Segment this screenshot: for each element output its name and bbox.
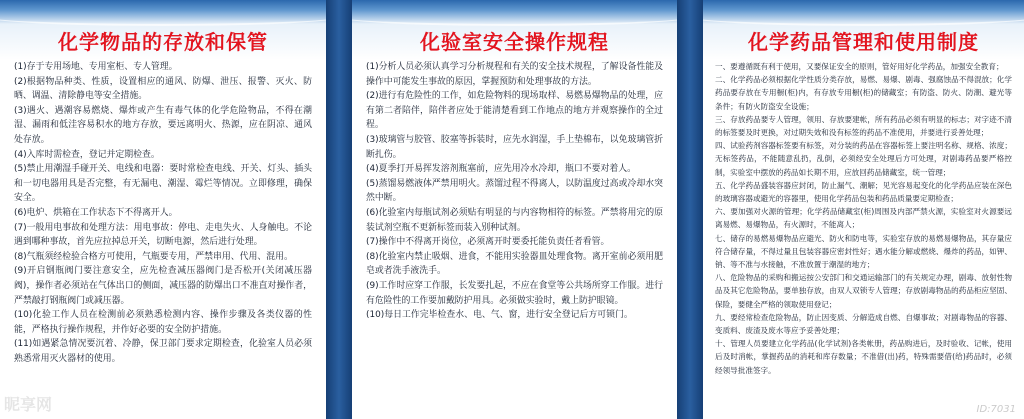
rule-item: 十、管理人员要建立化学药品(化学试剂)各类帐册，药品购进后，及时验收、记帐，使用后及时消帐，掌握药品的消耗和库存数量；不准借(出)药，特殊需要借(给)药品时，必须经领导批准签字。 (715, 339, 1012, 375)
rule-item: 九、要经常检查危险物品，防止因变质、分解造成自燃、自爆事故；对剧毒物品的容器、变质料、废渣及废水等应予妥善处理； (715, 312, 1012, 336)
rule-item: (2)根据物品种类、性质，设置相应的通风、防爆、泄压、报警、灭火、防晒、调温、清除静电等安全措施。 (14, 76, 312, 102)
rule-item: (1)存于专用场地、专用室柜、专人管理。 (14, 62, 178, 72)
rule-item: 四、试验药剂容器标签要有标签，对分装的药品在容器标签上要注明名称、规格、浓度；无标签药品，不能随意乱扔，乱倒，必须经安全处理后方可处理，对剧毒药品要严格控制，实验室中摆放的药品如长期不用，应放回药品储藏室，统一管理； (715, 141, 1012, 177)
panel-body (703, 60, 1024, 377)
panel-chemical-storage (0, 0, 326, 419)
rule-item: (10)化验工作人员在检测前必须熟悉检测内容、操作步骤及各类仪器的性能，严格执行操作规程，并作好必要的安全防护措施。 (14, 310, 312, 335)
watermark-id: ID:7031 (976, 404, 1016, 415)
rule-item: 七、储存的易燃易爆物品应避光、防火和防电等，实验室存放的易燃易爆物品，其存量应符合储存量，不得过量且包装容器应密封性好；遇水能分解或燃烧、爆炸的药品，如钾、钠、等不准与水接触，不准放置于潮湿的地方； (715, 233, 1012, 270)
rule-item: (2)进行有危险性的工作，如危险物料的现场取样、易燃易爆物品的处理，应有第二者陪伴，陪伴者应处于能清楚看到工作地点的地方并观察操作的全过程。 (366, 91, 663, 131)
rule-item: (11)如遇紧急情况要沉着、冷静，保卫部门要求定期检查，化验室人员必须熟悉常用灭火器材的使用。 (14, 339, 312, 364)
panel-title: 化验室安全操作规程 (420, 30, 609, 54)
panel-lab-safety (352, 0, 677, 419)
rule-item: 六、要加强对火源的管理；化学药品储藏室(柜)周围及内部严禁火源，实验室对火源要远离易燃、易爆物品，有火源时，不能离人； (715, 207, 1012, 230)
rule-item: (6)电炉、烘箱在工作状态下不得离开人。 (14, 207, 178, 218)
rule-item: (8)化验室内禁止吸烟、进食，不能用实验器皿处理食物。离开室前必须用肥皂或者洗手液洗手。 (366, 251, 663, 277)
rule-item: (8)气瓶须经检验合格方可使用，气瓶要专用，严禁串用、代用、混用。 (14, 251, 293, 262)
rule-item: (9)工作时应穿工作服，长发要扎起，不应在食堂等公共场所穿工作服。进行有危险性的工作要加戴防护用具。必须做实验时，戴上防护眼镜。 (366, 280, 663, 306)
rule-item: 五、化学药品盛装容器应封闭，防止漏气、潮解；见光容易起变化的化学药品应装在深色的玻璃容器或避光的容器里，使用化学药品包装和药品质量要定期检查； (715, 180, 1012, 204)
rule-item: 三、存放药品要专人管理，领用、存放要建帐，所有药品必须有明显的标志；对字迹不清的标签要及时更换，对过期失效和没有标签的药品不准使用，并要进行妥善处理； (715, 114, 1012, 138)
panel-body (352, 60, 677, 323)
rule-item: (9)开启钢瓶阀门要注意安全，应先检查减压器阀门是否松开(关闭减压器阀)，操作者必须站在气体出口的侧面，减压器的防爆出口不准直对操作者，严禁敲打钢瓶阀门或减压器。 (14, 266, 312, 306)
rule-item: (4)夏季打开易挥发溶剂瓶塞前，应先用冷水冷却，瓶口不要对着人。 (366, 164, 636, 175)
rule-item: (1)分析人员必须认真学习分析规程和有关的安全技术规程，了解设备性能及操作中可能发生事故的原因，掌握预防和处理事故的方法。 (366, 62, 663, 87)
panel-body (0, 60, 326, 366)
rule-item: (7)操作中不得离开岗位，必须离开时要委托能负责任者看管。 (366, 237, 610, 248)
rule-item: (3)玻璃管与胶管、胶塞等拆装时，应先水润湿，手上垫棉布，以免玻璃管折断扎伤。 (366, 134, 663, 160)
rule-item: (5)蒸馏易燃液体严禁用明火。蒸馏过程不得离人，以防温度过高或冷却水突然中断。 (366, 178, 663, 204)
watermark-logo: 昵享网 (4, 395, 53, 414)
rule-item: 八、危险物品的采购和搬运按公安部门和交通运输部门的有关规定办理，剧毒、放射性物品及其它危险物品，要单独存放，由双人双锁专人管理；存放剧毒物品的药品柜应坚固、保险，要健全严格的领取使用登记； (715, 273, 1012, 309)
rule-item: (10)每日工作完毕检查水、电、气、窗，进行安全登记后方可锁门。 (366, 310, 633, 321)
panel-divider (677, 0, 703, 419)
panel-title: 化学药品管理和使用制度 (748, 30, 979, 54)
rule-item: (6)化验室内每瓶试剂必须贴有明显的与内容物相符的标签。严禁将用完的原装试剂空瓶不更新标签而装入别种试剂。 (366, 207, 663, 233)
rule-item: (3)遇火、遇潮容易燃烧、爆炸或产生有毒气体的化学危险物品，不得在潮湿、漏雨和低洼容易积水的地方存放，要远离明火、热源，应在阴凉、通风处存放。 (14, 105, 312, 145)
rule-item: 一、要遵循既有利于使用，又要保证安全的原则，管好用好化学药品，加强安全教育； (715, 62, 1004, 71)
panel-chemical-management (703, 0, 1024, 419)
rule-item: (4)入库时需检查，登记并定期检查。 (14, 149, 160, 160)
rule-item: (7)一般用电事故和处理方法：用电事故：停电、走电失火、人身触电。不论遇到哪种事故，首先应拉掉总开关，切断电源，然后进行处理。 (14, 222, 312, 248)
panel-divider (326, 0, 352, 419)
rule-item: 二、化学药品必须根据化学性质分类存放，易燃、易爆、剧毒、强腐蚀品不得混放；化学药品要存放在专用橱(柜)内，有存放专用橱(柜)的储藏室；有防盗、防火、防潮、避光等条件；有防火防盗安全设施； (715, 75, 1012, 111)
panel-title: 化学物品的存放和保管 (58, 30, 268, 54)
rule-item: (5)禁止用潮湿手碰开关、电线和电器：要时常检查电线、开关、灯头、插头和一切电器用具是否完整，有无漏电、潮湿、霉烂等情况。立即修理，确保安全。 (14, 164, 312, 204)
